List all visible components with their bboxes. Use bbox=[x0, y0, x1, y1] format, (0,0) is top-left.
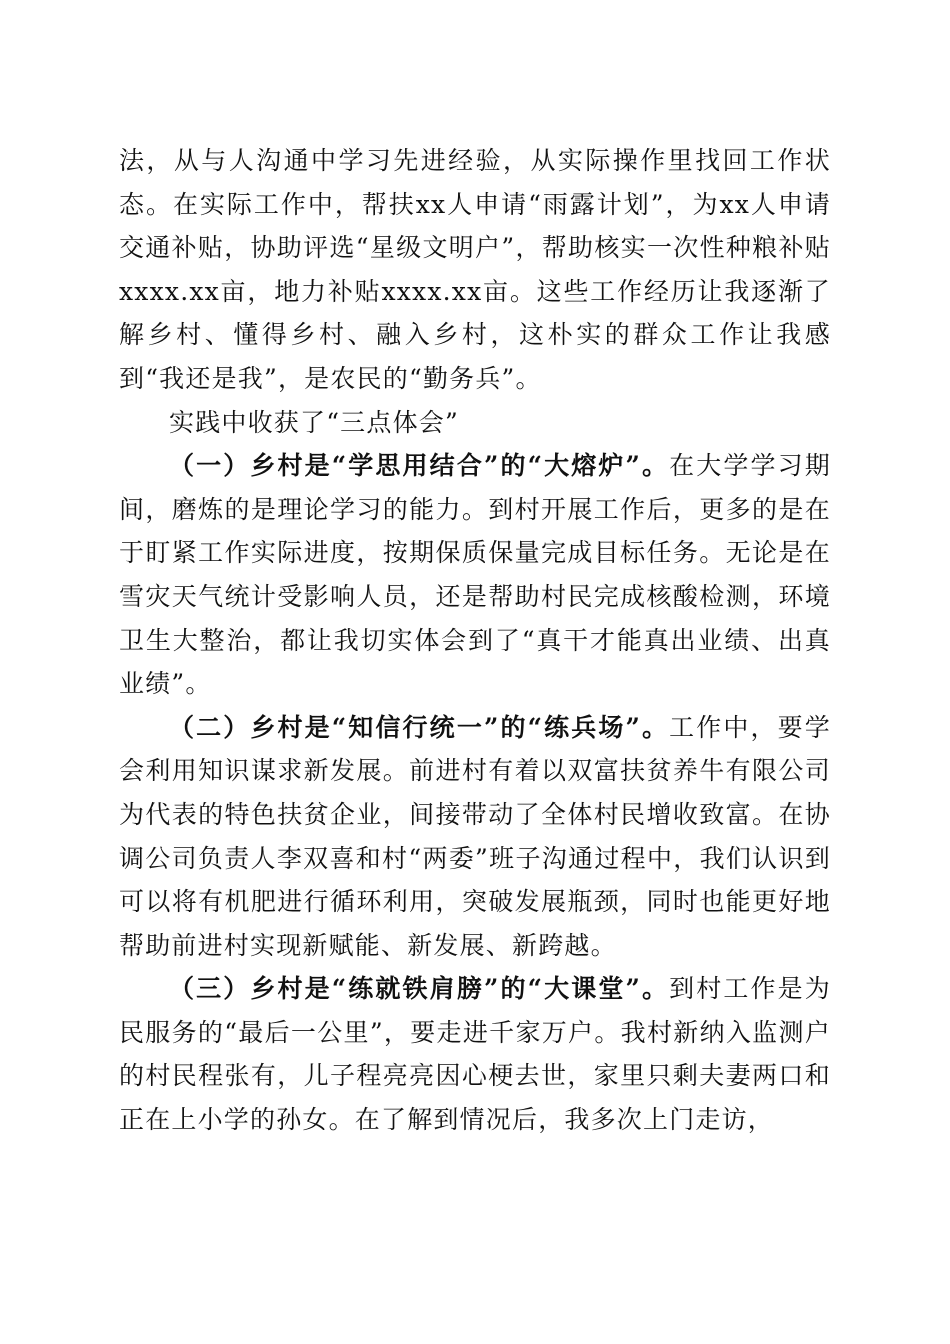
paragraph-text: 实践中收获了“三点体会” bbox=[169, 407, 459, 437]
paragraph-insight-two bbox=[119, 706, 831, 968]
document-body bbox=[119, 139, 831, 1142]
insight-heading: （二）乡村是“知信行统一”的“练兵场”。 bbox=[169, 712, 670, 742]
insight-heading: （三）乡村是“练就铁肩膀”的“大课堂”。 bbox=[169, 974, 670, 1004]
paragraph-text: 法，从与人沟通中学习先进经验，从实际操作里找回工作状态。在实际工作中，帮扶xx人申请“雨露计划”，为xx人申请交通补贴，协助评选“星级文明户”，帮助核实一次性种粮补贴xxxx.xx亩，地力补贴xxxx.xx亩。这些工作经历让我逐渐了解乡村、懂得乡村、融入乡村，这朴实的群众工作让我感到“我还是我”，是农民的“勤务兵”。 bbox=[119, 146, 831, 393]
paragraph-three-insights-intro bbox=[119, 401, 831, 445]
insight-heading: （一）乡村是“学思用结合”的“大熔炉”。 bbox=[169, 451, 670, 481]
paragraph-insight-three bbox=[119, 967, 831, 1141]
paragraph-text: 在大学学习期间，磨炼的是理论学习的能力。到村开展工作后，更多的是在于盯紧工作实际进度，按期保质保量完成目标任务。无论是在雪灾天气统计受影响人员，还是帮助村民完成核酸检测，环境卫生大整治，都让我切实体会到了“真干才能真出业绩、出真业绩”。 bbox=[119, 451, 831, 699]
paragraph-insight-one bbox=[119, 444, 831, 706]
paragraph-work-experience bbox=[119, 139, 831, 401]
paragraph-text: 工作中，要学会利用知识谋求新发展。前进村有着以双富扶贫养牛有限公司为代表的特色扶贫企业，间接带动了全体村民增收致富。在协调公司负责人李双喜和村“两委”班子沟通过程中，我们认识到可以将有机肥进行循环利用，突破发展瓶颈，同时也能更好地帮助前进村实现新赋能、新发展、新跨越。 bbox=[119, 712, 831, 960]
paragraph-text: 到村工作是为民服务的“最后一公里”，要走进千家万户。我村新纳入监测户的村民程张有，儿子程亮亮因心梗去世，家里只剩夫妻两口和正在上小学的孙女。在了解到情况后，我多次上门走访， bbox=[119, 974, 831, 1135]
